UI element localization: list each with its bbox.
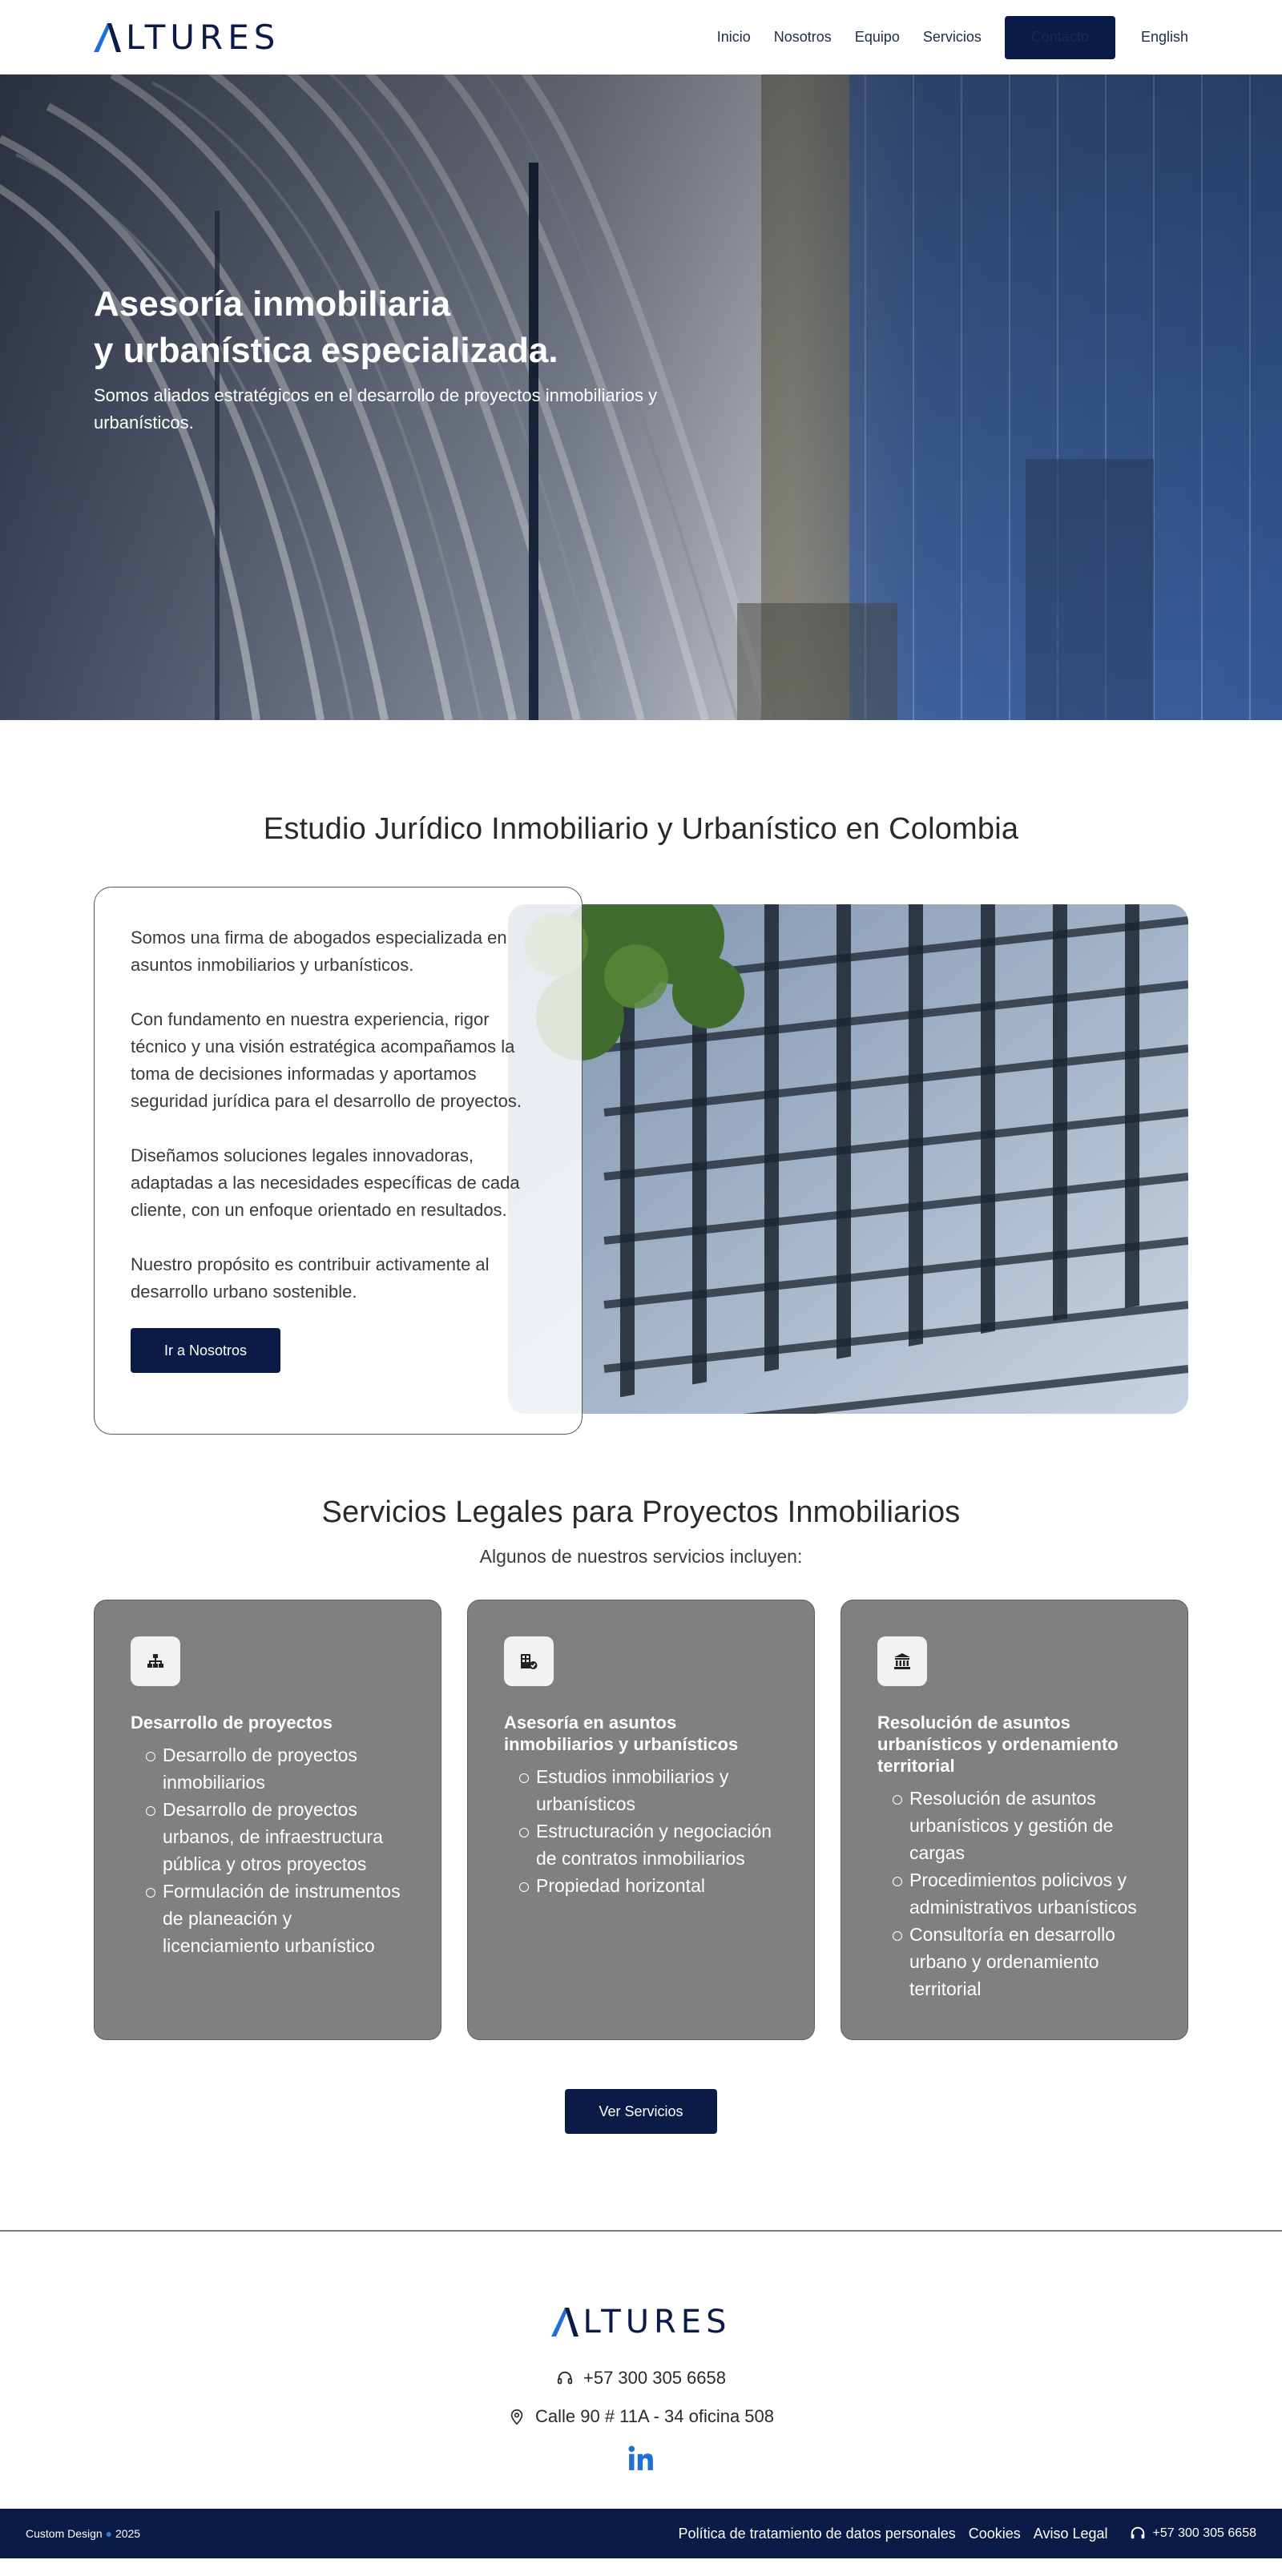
- bottom-bar: [0, 2509, 1282, 2558]
- estudio-paragraph: Diseñamos soluciones legales innovadoras, adaptadas a las necesidades específicas de cada cliente, con un enfoque orientado en resultados.: [131, 1145, 520, 1220]
- legal-links: [679, 2525, 1256, 2542]
- hero-title-line1: Asesoría inmobiliaria: [94, 284, 451, 324]
- bottom-phone-text: +57 300 305 6658: [1152, 2526, 1256, 2540]
- estudio-paragraph: Con fundamento en nuestra experiencia, rigor técnico y una visión estratégica acompañamos la toma de decisiones informadas y aportamos seguridad jurídica para el desarrollo de proyectos.: [131, 1009, 522, 1111]
- ver-servicios-wrap: [0, 2089, 1282, 2134]
- linkedin-icon[interactable]: [0, 2445, 1282, 2472]
- hero-title-line2: y urbanística especializada.: [94, 331, 558, 370]
- service-card-title: Asesoría en asuntos inmobiliarios y urbanísticos: [504, 1713, 739, 1754]
- footer-logo[interactable]: [0, 2304, 1282, 2341]
- link-cookies[interactable]: Cookies: [968, 2525, 1021, 2542]
- service-card-title: Resolución de asuntos urbanísticos y ordenamiento territorial: [877, 1713, 1119, 1776]
- logo-mark-icon: [551, 2308, 579, 2337]
- list-item: Procedimientos policivos y administrativos urbanísticos: [909, 1866, 1151, 1921]
- building-check-icon: [504, 1636, 554, 1686]
- contact-button[interactable]: Contacto: [1005, 16, 1115, 59]
- estudio-paragraph: Nuestro propósito es contribuir activamente al desarrollo urbano sostenible.: [131, 1254, 490, 1302]
- site-header: [0, 0, 1282, 74]
- estudio-title: Estudio Jurídico Inmobiliario y Urbanístico en Colombia: [263, 812, 1019, 846]
- institution-icon: [877, 1636, 927, 1686]
- link-privacy-policy[interactable]: Política de tratamiento de datos personales: [678, 2525, 956, 2542]
- hero-banner: [0, 74, 1282, 720]
- headset-icon: [1129, 2525, 1147, 2542]
- separator-dot: ●: [105, 2527, 113, 2540]
- service-card-desarrollo: [94, 1600, 441, 2040]
- link-aviso-legal[interactable]: Aviso Legal: [1033, 2525, 1108, 2542]
- design-credit[interactable]: [26, 2527, 140, 2540]
- ir-a-nosotros-button[interactable]: Ir a Nosotros: [131, 1328, 280, 1373]
- servicios-subtitle: Algunos de nuestros servicios incluyen:: [479, 1546, 803, 1567]
- footer-address-text: Calle 90 # 11A - 34 oficina 508: [534, 2406, 775, 2426]
- list-item: Estudios inmobiliarios y urbanísticos: [536, 1763, 777, 1817]
- logo-mark-icon: [94, 23, 121, 52]
- list-item: Estructuración y negociación de contratos inmobiliarios: [536, 1817, 777, 1872]
- headset-icon: [556, 2369, 574, 2387]
- sitemap-icon: [131, 1636, 180, 1686]
- service-card-resolucion: [841, 1600, 1188, 2040]
- credit-year: 2025: [115, 2527, 141, 2540]
- site-footer: [0, 2232, 1282, 2509]
- logo-text: LTURES: [583, 2304, 732, 2341]
- language-toggle[interactable]: English: [1140, 29, 1188, 45]
- estudio-body: [0, 887, 1282, 1447]
- bottom-phone[interactable]: [1129, 2525, 1256, 2542]
- list-item: Desarrollo de proyectos inmobiliarios: [163, 1741, 404, 1796]
- service-card-asesoria: [467, 1600, 815, 2040]
- footer-phone-text: +57 300 305 6658: [583, 2368, 726, 2388]
- nav-nosotros[interactable]: Nosotros: [773, 29, 832, 45]
- map-pin-icon: [508, 2408, 526, 2425]
- service-list: [877, 1785, 1151, 2002]
- footer-phone[interactable]: [0, 2368, 1282, 2389]
- hero-title: [94, 281, 703, 374]
- list-item: Propiedad horizontal: [536, 1872, 777, 1899]
- nav-equipo[interactable]: Equipo: [854, 29, 900, 45]
- altures-logo[interactable]: [94, 18, 280, 57]
- list-item: Formulación de instrumentos de planeación y licenciamiento urbanístico: [163, 1878, 404, 1959]
- ver-servicios-button[interactable]: Ver Servicios: [565, 2089, 717, 2134]
- main-nav: [717, 16, 1188, 59]
- logo-text: LTURES: [126, 18, 280, 57]
- estudio-paragraph: Somos una firma de abogados especializada en asuntos inmobiliarios y urbanísticos.: [131, 928, 507, 975]
- list-item: Consultoría en desarrollo urbano y ordenamiento territorial: [909, 1921, 1151, 2002]
- servicios-title: Servicios Legales para Proyectos Inmobiliarios: [321, 1495, 961, 1529]
- building-facade-image: [508, 904, 1188, 1414]
- hero-subtitle: Somos aliados estratégicos en el desarrollo de proyectos inmobiliarios y urbanísticos.: [94, 385, 658, 433]
- nav-servicios[interactable]: Servicios: [922, 29, 982, 45]
- servicios-section: [0, 1447, 1282, 2134]
- list-item: Desarrollo de proyectos urbanos, de infraestructura pública y otros proyectos: [163, 1796, 404, 1878]
- estudio-text-card: [94, 887, 583, 1435]
- credit-text: Custom Design: [26, 2527, 103, 2540]
- hero-text: [94, 281, 703, 437]
- service-cards: [0, 1600, 1282, 2040]
- estudio-section: [0, 720, 1282, 1447]
- service-card-title: Desarrollo de proyectos: [131, 1713, 333, 1733]
- nav-inicio[interactable]: Inicio: [716, 29, 751, 45]
- list-item: Resolución de asuntos urbanísticos y gestión de cargas: [909, 1785, 1151, 1866]
- footer-address: [0, 2406, 1282, 2427]
- service-list: [131, 1741, 404, 1959]
- service-list: [504, 1763, 777, 1899]
